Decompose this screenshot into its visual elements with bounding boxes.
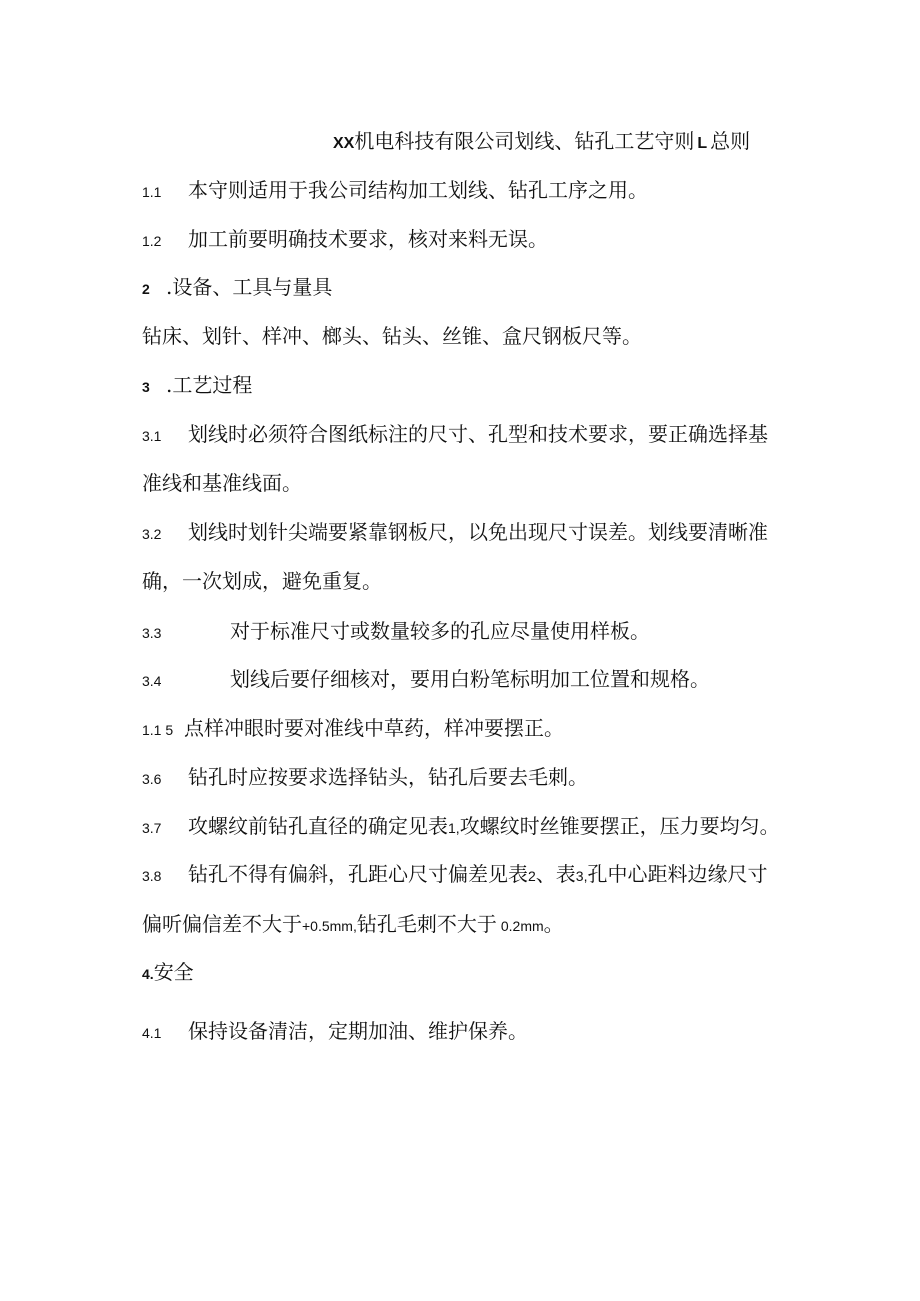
clause-end: 。: [543, 912, 564, 936]
section-number: 4.: [142, 966, 154, 982]
section-2-heading: [142, 273, 332, 303]
section-title: 安全: [153, 960, 194, 984]
clause-4-1: [142, 1017, 528, 1047]
section-number: 2: [142, 281, 150, 297]
clause-3-8: [142, 860, 767, 890]
title-prefix: XX: [333, 135, 355, 152]
clause-3-4: [142, 665, 710, 695]
clause-text-cont: 攻螺纹时丝锥要摆正，压力要均匀。: [459, 814, 780, 838]
clause-3-2-continued: 确，一次划成，避免重复。: [142, 569, 382, 593]
clause-text: 本守则适用于我公司结构加工划线、钻孔工序之用。: [188, 178, 648, 202]
section-number: 3: [142, 379, 150, 395]
clause-3-5: [142, 714, 564, 744]
clause-text: 划线后要仔细核对，要用白粉笔标明加工位置和规格。: [230, 667, 710, 691]
clause-text: 偏听偏信差不大于: [142, 912, 302, 936]
clause-1-2: [142, 225, 548, 255]
clause-number: 1.1: [142, 184, 162, 200]
section-title: .设备、工具与量具: [166, 275, 333, 299]
clause-number: 3.6: [142, 771, 162, 787]
clause-number: 1.1 5: [142, 722, 174, 738]
clause-text-cont: 、表: [535, 862, 576, 886]
clause-number: 3.4: [142, 673, 162, 689]
clause-number: 4.1: [142, 1025, 162, 1041]
tolerance-value: +0.5mm,: [302, 918, 357, 934]
section-3-heading: [142, 371, 252, 401]
clause-3-1-continued: 准线和基准线面。: [142, 471, 302, 495]
clause-3-3: [142, 617, 650, 647]
clause-3-8-continued: [142, 910, 564, 940]
clause-text: 点样冲眼时要对准线中草药，样冲要摆正。: [184, 716, 564, 740]
clause-text-cont: 钻孔毛刺不大于: [356, 912, 497, 936]
clause-text: 钻孔不得有偏斜，孔距心尺寸偏差见表: [188, 862, 528, 886]
tools-list: 钻床、划针、样冲、榔头、钻头、丝锥、盒尺钢板尺等。: [142, 324, 642, 348]
clause-3-1: [142, 420, 768, 450]
clause-text: 划线时划针尖端要紧靠钢板尺，以免出现尺寸误差。划线要清晰准: [188, 520, 768, 544]
clause-3-7: [142, 812, 780, 842]
clause-number: 3.1: [142, 428, 162, 444]
title-main: 机电科技有限公司划线、钻孔工艺守则: [354, 129, 695, 153]
title-suffix: 总则: [710, 129, 751, 153]
title-mark: L: [697, 135, 708, 152]
clause-3-6: [142, 763, 588, 793]
clause-3-2: [142, 518, 768, 548]
clause-text: 钻孔时应按要求选择钻头，钻孔后要去毛刺。: [188, 765, 588, 789]
clause-text: 划线时必须符合图纸标注的尺寸、孔型和技术要求，要正确选择基: [188, 422, 768, 446]
clause-text-cont: 孔中心距料边缘尺寸: [587, 862, 768, 886]
clause-text: 对于标准尺寸或数量较多的孔应尽量使用样板。: [230, 619, 650, 643]
clause-text: 保持设备清洁，定期加油、维护保养。: [188, 1019, 528, 1043]
clause-number: 3.3: [142, 625, 162, 641]
document-title: [333, 127, 750, 158]
clause-1-1: [142, 176, 648, 206]
table-ref-1: 1,: [448, 820, 460, 836]
table-ref-3: 3,: [575, 868, 588, 884]
clause-number: 3.2: [142, 526, 162, 542]
section-title: .工艺过程: [166, 373, 253, 397]
section-4-heading: [142, 958, 194, 988]
clause-number: 3.8: [142, 868, 162, 884]
clause-number: 3.7: [142, 820, 162, 836]
clause-text: 攻螺纹前钻孔直径的确定见表: [188, 814, 448, 838]
clause-number: 1.2: [142, 233, 162, 249]
table-ref-2: 2: [528, 868, 536, 884]
clause-text: 加工前要明确技术要求，核对来料无误。: [188, 227, 548, 251]
burr-limit-value: 0.2mm: [500, 918, 544, 934]
